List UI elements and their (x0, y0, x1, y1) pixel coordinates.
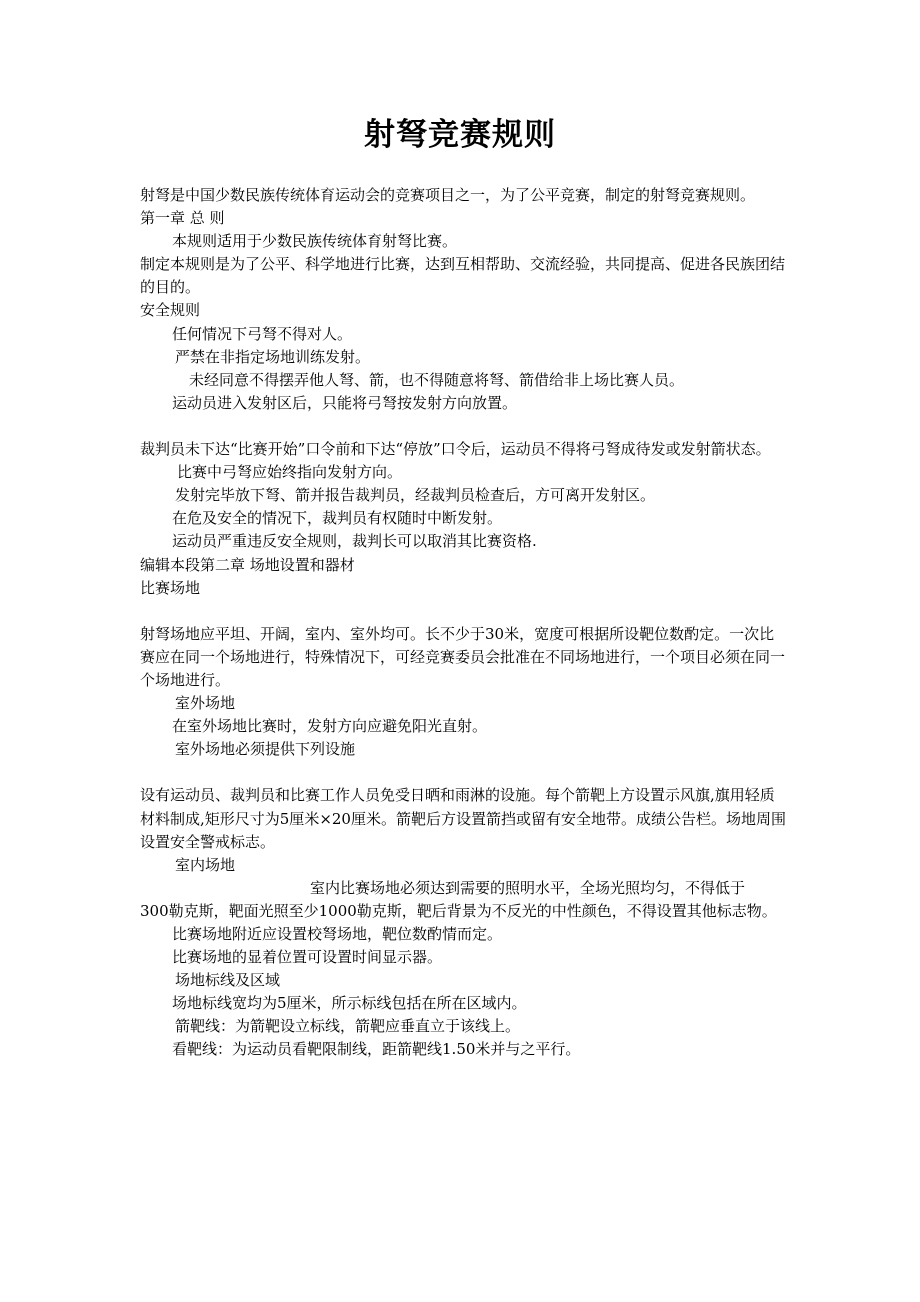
safety-rule-6: 比赛中弓弩应始终指向发射方向。 (177, 463, 403, 482)
venue-description: 射弩场地应平坦、开阔，室内、室外均可。长不少于30米，宽度可根据所设靶位数酌定。一次比赛应在同一个场地进行，特殊情况下，可经竞赛委员会批准在不同场地进行，一个项目必须在同一个场地进行。 (140, 624, 786, 689)
outdoor-sun-rule: 在室外场地比赛时，发射方向应避免阳光直射。 (172, 717, 488, 736)
blank-line (140, 415, 786, 438)
outdoor-heading: 室外场地 (175, 694, 236, 713)
outdoor-facilities: 设有运动员、裁判员和比赛工作人员免受日晒和雨淋的设施。每个箭靶上方设置示风旗,旗用轻质材料制成,矩形尺寸为5厘米×20厘米。箭靶后方设置箭挡或留有安全地带。成绩公告栏。场地周围设置安全警戒标志。 (140, 786, 786, 851)
calibration-range: 比赛场地附近应设置校弩场地，靶位数酌情而定。 (172, 925, 503, 943)
indoor-lighting-line-2: 300勒克斯，靶面光照至少1000勒克斯，靶后背景为不反光的中性颜色，不得设置其他标志物。 (140, 901, 777, 920)
chapter1-heading: 第一章 总 则 (140, 209, 225, 228)
blank-line (140, 761, 786, 784)
intro-paragraph: 射弩是中国少数民族传统体育运动会的竞赛项目之一，为了公平竞赛，制定的射弩竞赛规则。 (140, 186, 756, 204)
outdoor-required-heading: 室外场地必须提供下列设施 (175, 740, 356, 759)
safety-rule-5: 裁判员未下达“比赛开始”口令前和下达“停放”口令后，运动员不得将弓弩成待发或发射箭状态。 (140, 440, 771, 459)
viewing-line: 看靶线：为运动员看靶限制线，距箭靶线1.50米并与之平行。 (172, 1040, 581, 1059)
safety-rule-1: 任何情况下弓弩不得对人。 (172, 324, 353, 343)
indoor-heading: 室内场地 (175, 855, 236, 874)
safety-rule-3: 未经同意不得摆弄他人弩、箭，也不得随意将弩、箭借给非上场比赛人员。 (189, 370, 685, 389)
safety-heading: 安全规则 (140, 301, 201, 320)
blank-line (140, 600, 786, 623)
safety-rule-2: 严禁在非指定场地训练发射。 (175, 347, 371, 366)
safety-rule-7: 发射完毕放下弩、箭并报告裁判员，经裁判员检查后，方可离开发射区。 (175, 486, 656, 505)
document-body (140, 184, 786, 1062)
safety-rule-9: 运动员严重违反安全规则，裁判长可以取消其比赛资格. (172, 532, 537, 551)
venue-heading: 比赛场地 (140, 578, 201, 597)
safety-rule-4: 运动员进入发射区后，只能将弓弩按发射方向放置。 (172, 393, 518, 412)
safety-rule-8: 在危及安全的情况下，裁判员有权随时中断发射。 (172, 509, 503, 528)
chapter1-purpose: 制定本规则是为了公平、科学地进行比赛，达到互相帮助、交流经验，共同提高、促进各民族团结的目的。 (140, 255, 786, 297)
timer-display: 比赛场地的显着位置可设置时间显示器。 (172, 948, 443, 967)
indoor-lighting-line-1: 室内比赛场地必须达到需要的照明水平，全场光照均匀，不得低于 (310, 878, 746, 897)
lines-heading: 场地标线及区域 (175, 971, 281, 990)
lines-width: 场地标线宽均为5厘米，所示标线包括在所在区域内。 (172, 994, 527, 1013)
document-title: 射弩竞赛规则 (364, 117, 556, 153)
target-line: 箭靶线：为箭靶设立标线，箭靶应垂直立于该线上。 (175, 1017, 521, 1036)
chapter2-heading: 编辑本段第二章 场地设置和器材 (140, 555, 355, 574)
chapter1-scope: 本规则适用于少数民族传统体育射弩比赛。 (172, 232, 458, 251)
